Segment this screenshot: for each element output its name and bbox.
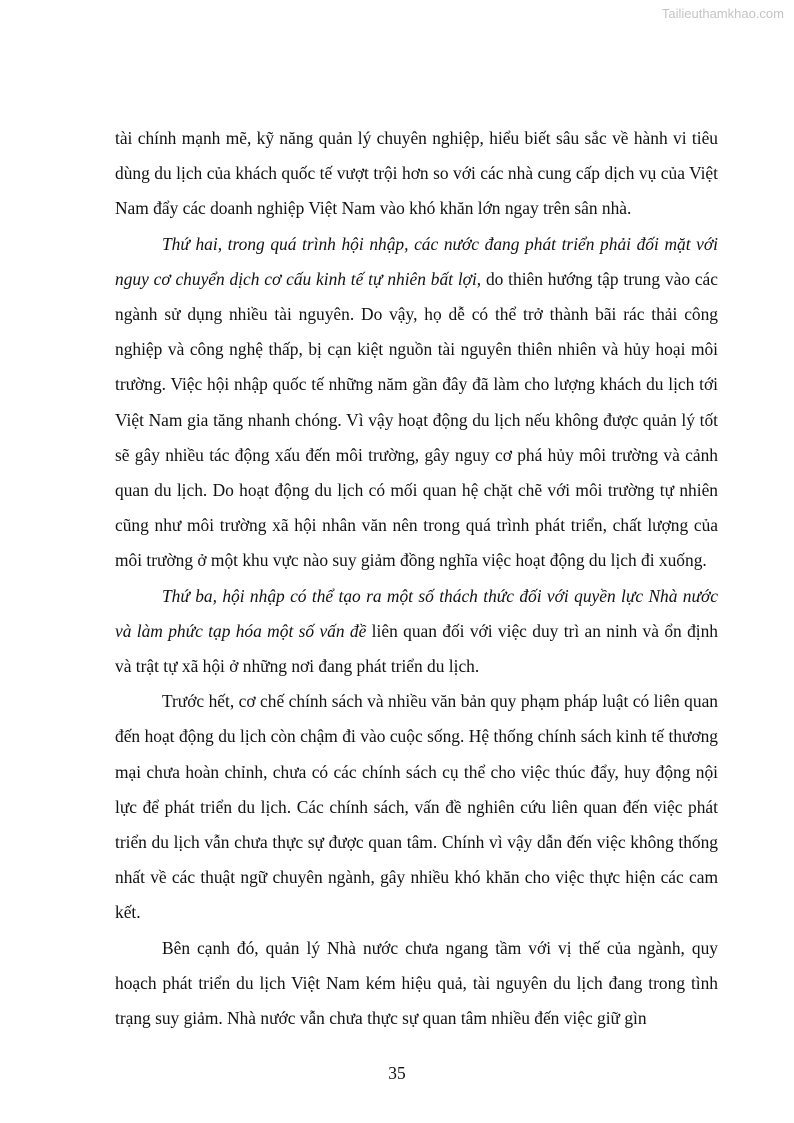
paragraph-continuation xyxy=(115,121,718,227)
paragraph-text: Bên cạnh đó, quản lý Nhà nước chưa ngang tầm với vị thế của ngành, quy hoạch phát triển du lịch Việt Nam kém hiệu quả, tài nguyên du lịch đang trong tình trạng suy giảm. Nhà nước vẫn chưa thực sự quan tâm nhiều đến việc giữ gìn xyxy=(115,937,718,1029)
paragraph-text: , do thiên hướng tập trung vào các ngành sử dụng nhiều tài nguyên. Do vậy, họ dễ có thể trở thành bãi rác thải công nghiệp và công nghệ thấp, bị cạn kiệt nguồn tài nguyên thiên nhiên và hủy hoại môi trường. Việc hội nhập quốc tế những năm gần đây đã làm cho lượng khách du lịch tới Việt Nam gia tăng nhanh chóng. Vì vậy hoạt động du lịch nếu không được quản lý tốt sẽ gây nhiều tác động xấu đến môi trường, gây nguy cơ phá hủy môi trường và cảnh quan du lịch. Do hoạt động du lịch có mối quan hệ chặt chẽ với môi trường tự nhiên cũng như môi trường xã hội nhân văn nên trong quá trình phát triển, chất lượng của môi trường ở một khu vực nào suy giảm đồng nghĩa việc hoạt động du lịch đi xuống. xyxy=(115,268,718,571)
paragraph-second-challenge xyxy=(115,227,718,579)
document-body xyxy=(115,121,718,1036)
page-number: 35 xyxy=(388,1063,406,1083)
paragraph-third-challenge xyxy=(115,579,718,685)
paragraph-italic-lead: Thứ ba, hội nhập có thể tạo ra một số thách thức đối với quyền lực Nhà nước và làm phức tạp hóa một số vấn đề xyxy=(115,585,718,641)
paragraph-text: Trước hết, cơ chế chính sách và nhiều văn bản quy phạm pháp luật có liên quan đến hoạt động du lịch còn chậm đi vào cuộc sống. Hệ thống chính sách kinh tế thương mại chưa hoàn chỉnh, chưa có các chính sách cụ thể cho việc thúc đẩy, huy động nội lực để phát triển du lịch. Các chính sách, vấn đề nghiên cứu liên quan đến việc phát triển du lịch vẫn chưa thực sự được quan tâm. Chính vì vậy dẫn đến việc không thống nhất về các thuật ngữ chuyên ngành, gây nhiều khó khăn cho việc thực hiện các cam kết. xyxy=(115,691,718,923)
paragraph-policy xyxy=(115,684,718,930)
watermark: Tailieuthamkhao.com xyxy=(661,6,784,21)
paragraph-text: tài chính mạnh mẽ, kỹ năng quản lý chuyên nghiệp, hiểu biết sâu sắc về hành vi tiêu dùng du lịch của khách quốc tế vượt trội hơn so với các nhà cung cấp dịch vụ của Việt Nam đẩy các doanh nghiệp Việt Nam vào khó khăn lớn ngay trên sân nhà. xyxy=(115,128,718,219)
paragraph-italic-lead: Thứ hai, trong quá trình hội nhập, các nước đang phát triển phải đối mặt với nguy cơ chuyển dịch cơ cấu kinh tế tự nhiên bất lợi xyxy=(115,233,718,289)
paragraph-state-management xyxy=(115,931,718,1037)
paragraph-text: liên quan đối với việc duy trì an ninh và ổn định và trật tự xã hội ở những nơi đang phát triển du lịch. xyxy=(115,620,718,677)
